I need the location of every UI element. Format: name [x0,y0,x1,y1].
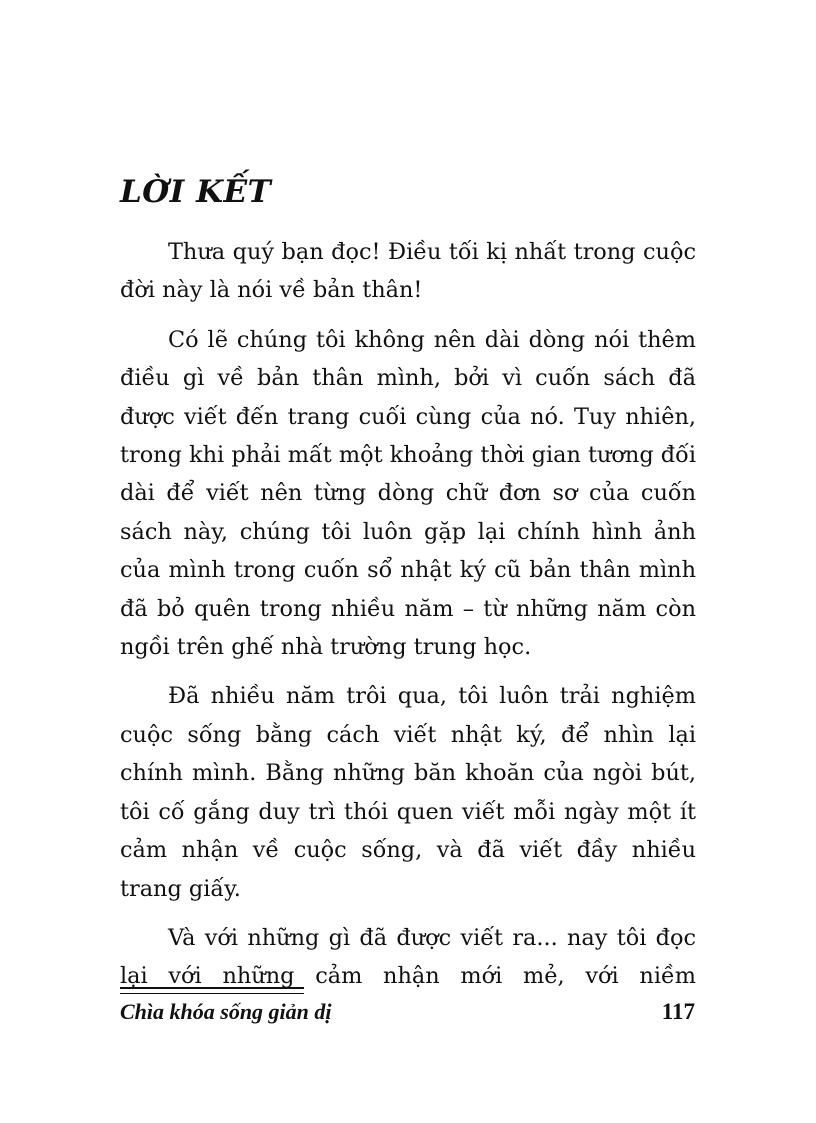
page-number: 117 [661,999,695,1024]
paragraph-greeting: Thưa quý bạn đọc! Điều tối kị nhất trong cuộc đời này là nói về bản thân! [120,239,696,304]
footer-divider [120,987,304,994]
paragraph-continuing: Và với những gì đã được viết ra... nay tôi đọc lại với những cảm nhận mới mẻ, với niềm [120,924,696,990]
paragraph-book-origin: Có lẽ chúng tôi không nên dài dòng nói thêm điều gì về bản thân mình, bởi vì cuốn sách đã được viết đến trang cuối cùng của nó. Tuy nhiên, trong khi phải mất một khoảng thời gian tương đối dài để viết nên từng dòng chữ đơn sơ của cuốn sách này, chúng tôi luôn gặp lại chính hình ảnh của mình trong cuốn sổ nhật ký cũ bản thân mình đã bỏ quên trong nhiều năm – từ những năm còn ngồi trên ghế nhà trường trung học. [120,326,696,661]
body-text [120,233,696,1007]
paragraph-diary-habit: Đã nhiều năm trôi qua, tôi luôn trải nghiệm cuộc sống bằng cách viết nhật ký, để nhìn lại chính mình. Bằng những băn khoăn của ngòi bút, tôi cố gắng duy trì thói quen viết mỗi ngày một ít cảm nhận về cuộc sống, và đã viết đầy nhiều trang giấy. [120,683,696,902]
chapter-title: LỜI KẾT [120,174,272,210]
running-book-title: Chìa khóa sống giản dị [120,999,332,1024]
